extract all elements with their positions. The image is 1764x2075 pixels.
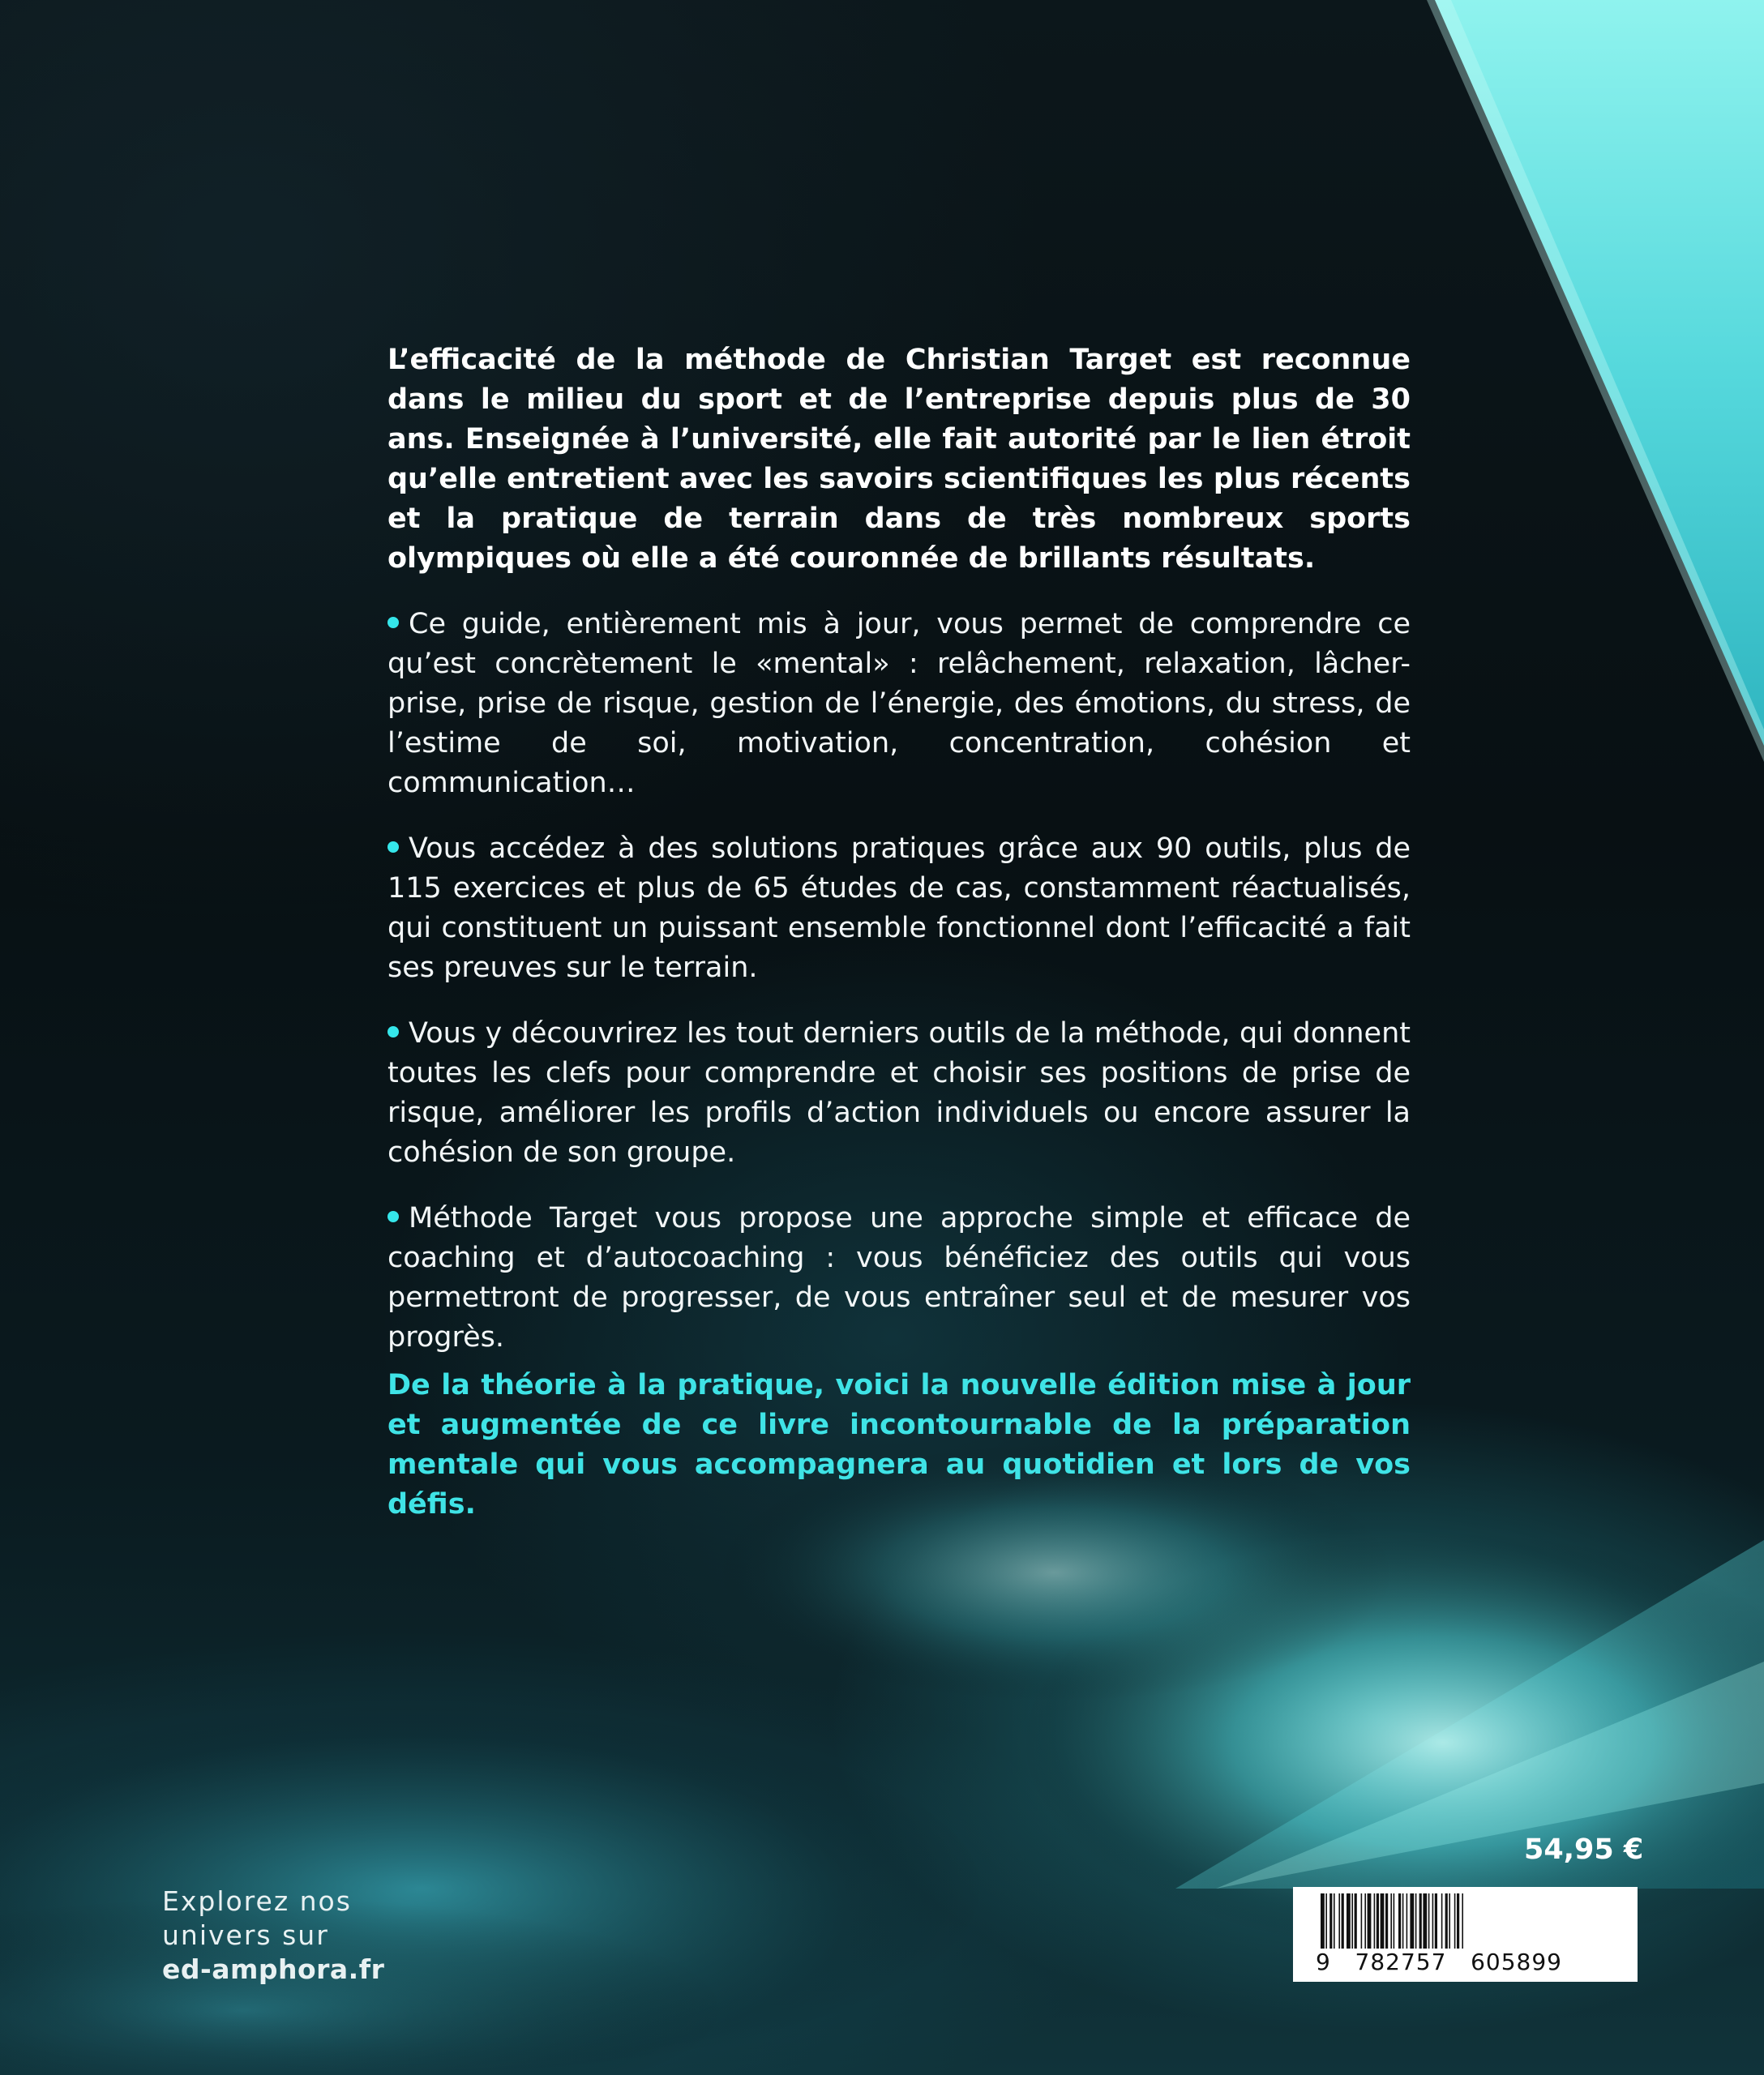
- bullet-paragraph-4: [387, 1199, 1411, 1358]
- explore-line-1: Explorez nos: [162, 1885, 352, 1917]
- bullet-text-4: Méthode Target vous propose une approche simple et efficace de coaching et d’autocoaching : vous bénéficiez des outils qui vous permettront de progresser, de vous entraîner seul et de mesurer vos progrès.: [387, 1202, 1411, 1354]
- isbn-barcode: [1293, 1887, 1638, 1982]
- bullet-text-1: Ce guide, entièrement mis à jour, vous permet de comprendre ce qu’est concrètement le «mental» : relâchement, relaxation, lâcher-prise, prise de risque, gestion de l’énergie, des émotions, du stress, de l’estime de soi, motivation, concentration, cohésion et communication…: [387, 608, 1411, 799]
- isbn-digits: 9 782757 605899: [1316, 1949, 1562, 1975]
- explore-line-2: univers sur: [162, 1919, 329, 1951]
- publisher-website-link[interactable]: ed-amphora.fr: [162, 1953, 385, 1985]
- bullet-paragraph-3: [387, 1014, 1411, 1173]
- bullet-dot-icon: [387, 1026, 399, 1038]
- bullet-dot-icon: [387, 841, 399, 853]
- bullet-text-2: Vous accédez à des solutions pratiques grâce aux 90 outils, plus de 115 exercices et plus de 65 études de cas, constamment réactualisés, qui constituent un puissant ensemble fonctionnel dont l’efficacité a fait ses preuves sur le terrain.: [387, 832, 1411, 984]
- description-block: [387, 340, 1411, 1384]
- bullet-dot-icon: [387, 617, 399, 628]
- publisher-promo: [162, 1885, 384, 1987]
- intro-paragraph: L’efficacité de la méthode de Christian Target est reconnue dans le milieu du sport et de l’entreprise depuis plus de 30 ans. Enseignée à l’université, elle fait autorité par le lien étroit qu’elle entretient avec les savoirs scientifiques les plus récents et la pratique de terrain dans de très nombreux sports olympiques où elle a été couronnée de brillants résultats.: [387, 344, 1411, 575]
- conclusion-paragraph: De la théorie à la pratique, voici la nouvelle édition mise à jour et augmentée de ce livre incontournable de la préparation mentale qui vous accompagnera au quotidien et lors de vos défis.: [387, 1369, 1411, 1521]
- bullet-paragraph-1: [387, 605, 1411, 803]
- bullet-paragraph-2: [387, 829, 1411, 988]
- price-label: 54,95 €: [1524, 1833, 1644, 1866]
- bullet-text-3: Vous y découvrirez les tout derniers outils de la méthode, qui donnent toutes les clefs pour comprendre et choisir ses positions de prise de risque, améliorer les profils d’action individuels ou encore assurer la cohésion de son groupe.: [387, 1017, 1411, 1169]
- bullet-dot-icon: [387, 1211, 399, 1222]
